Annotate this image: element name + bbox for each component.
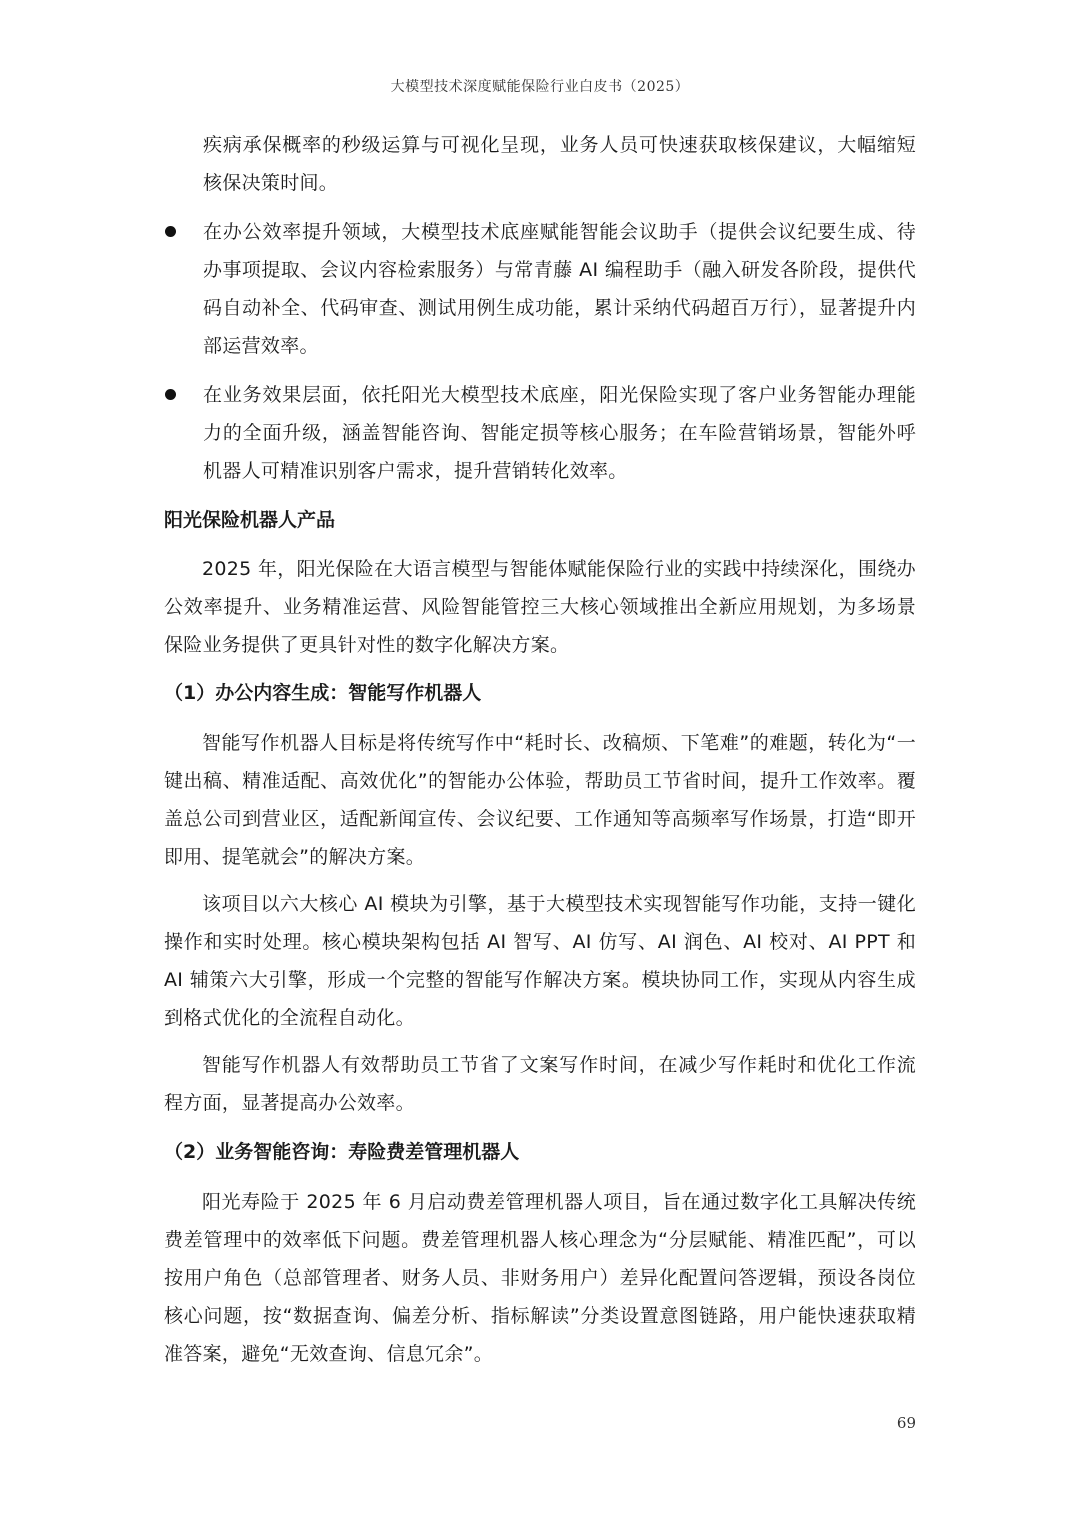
continued-paragraph: 疾病承保概率的秒级运算与可视化呈现，业务人员可快速获取核保建议，大幅缩短核保决策时间。 bbox=[203, 134, 916, 194]
writing-robot-paragraph-result: 智能写作机器人有效帮助员工节省了文案写作时间，在减少写作耗时和优化工作流程方面，显著提高办公效率。 bbox=[164, 1054, 916, 1114]
subsection-title-writing-robot: （1）办公内容生成：智能写作机器人 bbox=[164, 682, 482, 704]
bullet-item-business-effect: 在业务效果层面，依托阳光大模型技术底座，阳光保险实现了客户业务智能办理能力的全面升级，涵盖智能咨询、智能定损等核心服务；在车险营销场景，智能外呼机器人可精准识别客户需求，提升营销转化效率。 bbox=[203, 384, 916, 482]
page-header: 大模型技术深度赋能保险行业白皮书（2025） bbox=[390, 79, 690, 95]
subsection-title-expense-robot: （2）业务智能咨询：寿险费差管理机器人 bbox=[164, 1141, 520, 1163]
bullet-icon bbox=[165, 389, 176, 400]
section-title: 阳光保险机器人产品 bbox=[164, 509, 336, 531]
bullet-icon bbox=[165, 226, 176, 237]
bullet-item-office-efficiency: 在办公效率提升领域，大模型技术底座赋能智能会议助手（提供会议纪要生成、待办事项提取、会议内容检索服务）与常青藤 AI 编程助手（融入研发各阶段，提供代码自动补全、代码审查、测试用例生成功能，累计采纳代码超百万行），显著提升内部运营效率。 bbox=[203, 221, 916, 357]
writing-robot-paragraph-goal: 智能写作机器人目标是将传统写作中“耗时长、改稿烦、下笔难”的难题，转化为“一键出稿、精准适配、高效优化”的智能办公体验，帮助员工节省时间，提升工作效率。覆盖总公司到营业区，适配新闻宣传、会议纪要、工作通知等高频率写作场景，打造“即开即用、提笔就会”的解决方案。 bbox=[164, 732, 916, 868]
expense-robot-paragraph: 阳光寿险于 2025 年 6 月启动费差管理机器人项目，旨在通过数字化工具解决传统费差管理中的效率低下问题。费差管理机器人核心理念为“分层赋能、精准匹配”，可以按用户角色（总部管理者、财务人员、非财务用户）差异化配置问答逻辑，预设各岗位核心问题，按“数据查询、偏差分析、指标解读”分类设置意图链路，用户能快速获取精准答案，避免“无效查询、信息冗余”。 bbox=[164, 1191, 916, 1365]
writing-robot-paragraph-modules: 该项目以六大核心 AI 模块为引擎，基于大模型技术实现智能写作功能，支持一键化操作和实时处理。核心模块架构包括 AI 智写、AI 仿写、AI 润色、AI 校对、AI PPT 和 AI 辅策六大引擎，形成一个完整的智能写作解决方案。模块协同工作，实现从内容生成到格式优化的全流程自动化。 bbox=[164, 893, 916, 1029]
page-number: 69 bbox=[896, 1414, 916, 1432]
section-intro: 2025 年，阳光保险在大语言模型与智能体赋能保险行业的实践中持续深化，围绕办公效率提升、业务精准运营、风险智能管控三大核心领域推出全新应用规划，为多场景保险业务提供了更具针对性的数字化解决方案。 bbox=[164, 558, 916, 656]
